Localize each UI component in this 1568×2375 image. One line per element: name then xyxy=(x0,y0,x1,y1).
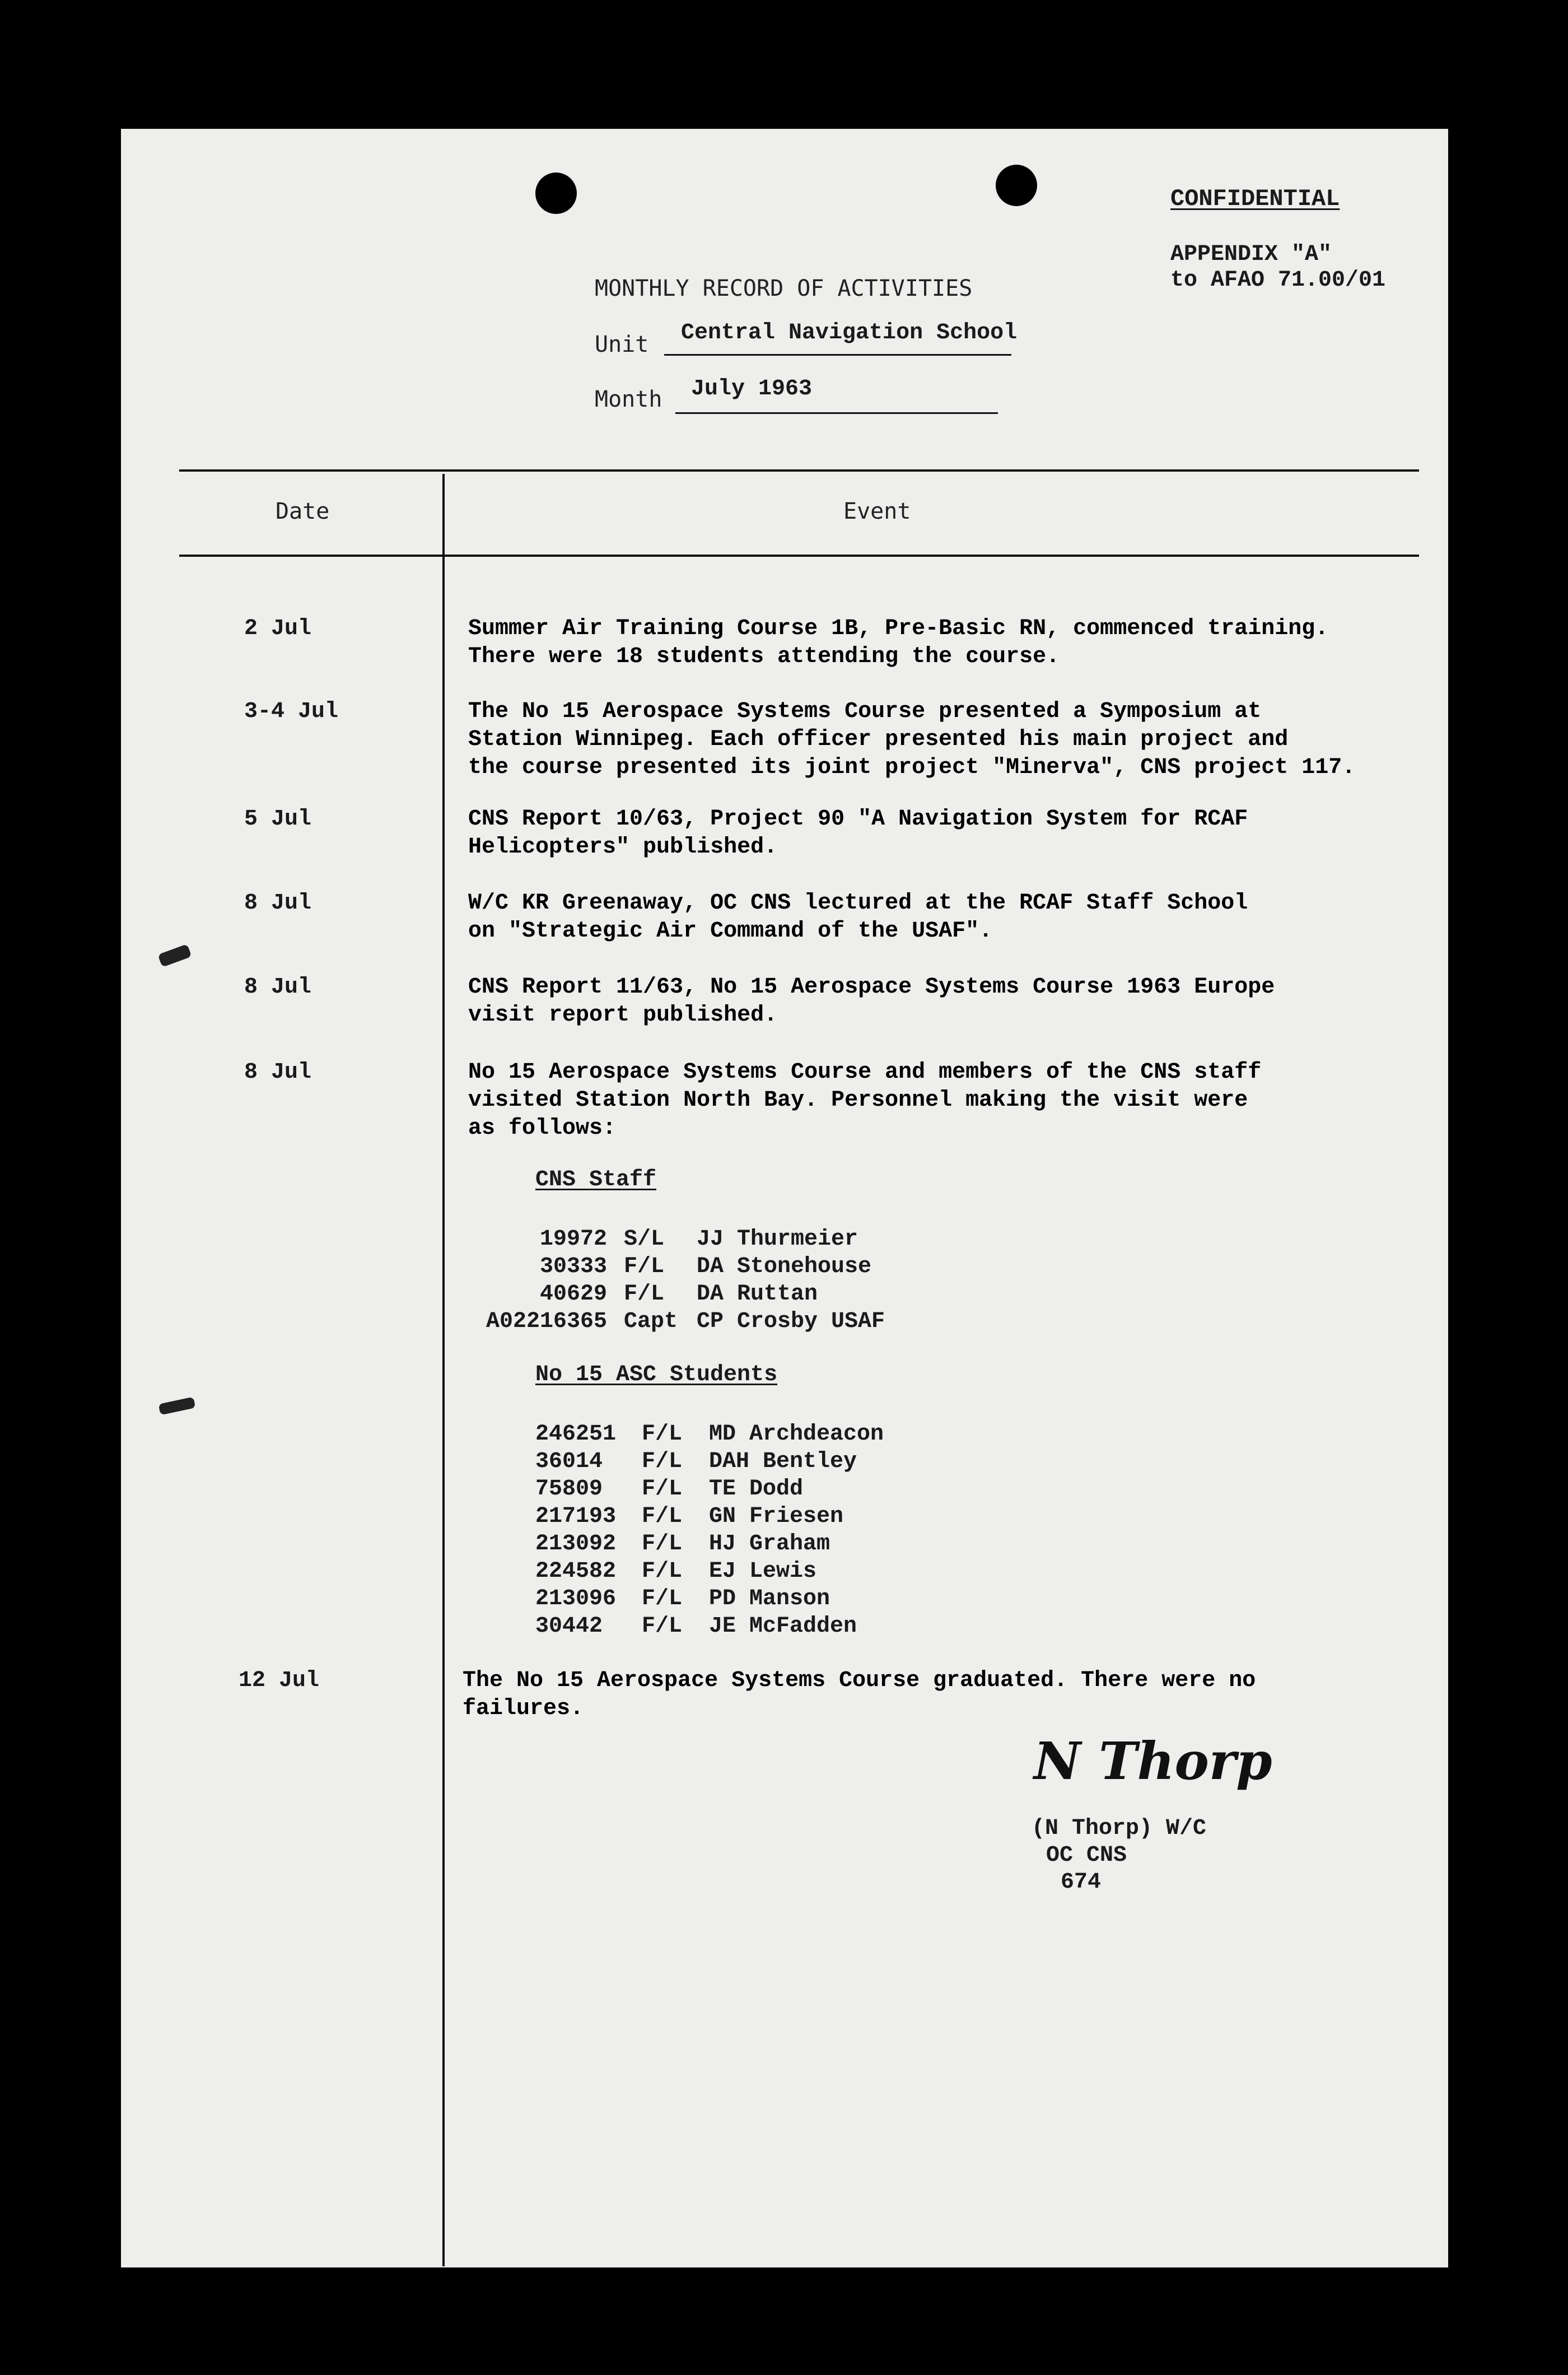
person-name: JE McFadden xyxy=(709,1614,857,1639)
list-item xyxy=(535,1421,884,1448)
service-number: 19972 xyxy=(539,1227,607,1252)
list-item xyxy=(535,1558,816,1585)
rank: F/L xyxy=(642,1614,683,1639)
service-number: 75809 xyxy=(535,1477,603,1502)
list-item xyxy=(473,1226,858,1253)
person-name: EJ Lewis xyxy=(709,1559,817,1584)
list-item xyxy=(473,1253,871,1280)
event-column-header: Event xyxy=(843,499,911,524)
service-number: 30442 xyxy=(535,1614,603,1639)
list-item xyxy=(535,1613,857,1640)
list-item xyxy=(473,1308,885,1335)
entry-text: The No 15 Aerospace Systems Course graduated. There were no failures. xyxy=(463,1668,1256,1721)
person-name: DA Ruttan xyxy=(697,1282,818,1307)
asc-students-heading: No 15 ASC Students xyxy=(535,1362,778,1387)
unit-value: Central Navigation School xyxy=(681,320,1018,346)
entry-date: 5 Jul xyxy=(244,807,312,832)
page-title: MONTHLY RECORD OF ACTIVITIES xyxy=(595,276,973,301)
person-name: TE Dodd xyxy=(709,1477,804,1502)
signatory-title: OC CNS xyxy=(1046,1843,1127,1868)
entry-text: Summer Air Training Course 1B, Pre-Basic RN, commenced training. There were 18 students attending the course. xyxy=(468,616,1329,669)
classification-label: CONFIDENTIAL xyxy=(1170,185,1340,212)
rank: F/L xyxy=(624,1282,665,1307)
list-item xyxy=(535,1530,830,1558)
list-item xyxy=(473,1280,818,1308)
ink-blot xyxy=(158,944,192,967)
entry-text: W/C KR Greenaway, OC CNS lectured at the RCAF Staff School on "Strategic Air Command of the USAF". xyxy=(468,891,1248,944)
punch-hole-right xyxy=(996,165,1037,206)
rank: F/L xyxy=(624,1254,665,1279)
person-name: PD Manson xyxy=(709,1586,830,1612)
date-column-header: Date xyxy=(276,499,330,524)
rank: F/L xyxy=(642,1586,683,1612)
rank: F/L xyxy=(642,1531,683,1557)
entry-text: CNS Report 11/63, No 15 Aerospace Systems Course 1963 Europe visit report published. xyxy=(468,975,1275,1028)
service-number: 213092 xyxy=(535,1531,617,1557)
service-number: 217193 xyxy=(535,1504,617,1529)
list-item xyxy=(535,1475,803,1503)
entry-date: 8 Jul xyxy=(244,891,312,916)
rank: F/L xyxy=(642,1477,683,1502)
service-number: 213096 xyxy=(535,1586,617,1612)
service-number: 224582 xyxy=(535,1559,617,1584)
person-name: MD Archdeacon xyxy=(709,1422,884,1447)
signatory-name: (N Thorp) W/C xyxy=(1032,1816,1207,1841)
list-item xyxy=(535,1448,857,1475)
entry-text: The No 15 Aerospace Systems Course presented a Symposium at Station Winnipeg. Each officer presented his main project and the course presented its joint project "Minerva", CNS project 117. xyxy=(468,699,1356,780)
service-number: A02216365 xyxy=(486,1309,607,1334)
person-name: DA Stonehouse xyxy=(697,1254,872,1279)
entry-date: 8 Jul xyxy=(244,1060,312,1085)
person-name: JJ Thurmeier xyxy=(697,1227,858,1252)
entry-date: 12 Jul xyxy=(239,1668,320,1693)
rank: F/L xyxy=(642,1559,683,1584)
table-top-rule xyxy=(179,469,1419,472)
punch-hole-left xyxy=(535,173,577,214)
month-label: Month xyxy=(595,386,662,412)
list-item xyxy=(535,1503,843,1530)
entry-date: 2 Jul xyxy=(244,616,312,641)
appendix-line-2: to AFAO 71.00/01 xyxy=(1170,268,1386,293)
rank: S/L xyxy=(624,1227,665,1252)
entry-text: No 15 Aerospace Systems Course and members of the CNS staff visited Station North Bay. Personnel making the visit were as follows: xyxy=(468,1060,1262,1141)
entry-date: 8 Jul xyxy=(244,975,312,1000)
entry-text: CNS Report 10/63, Project 90 "A Navigation System for RCAF Helicopters" published. xyxy=(468,807,1248,860)
appendix-line-1: APPENDIX "A" xyxy=(1170,242,1332,267)
entry-date: 3-4 Jul xyxy=(244,699,339,724)
month-underline xyxy=(675,412,998,414)
page-number: 674 xyxy=(1061,1870,1102,1895)
rank: F/L xyxy=(642,1422,683,1447)
rank: Capt xyxy=(624,1309,678,1334)
unit-label: Unit xyxy=(595,332,649,357)
table-header-rule xyxy=(179,555,1419,557)
unit-underline xyxy=(664,354,1011,356)
service-number: 36014 xyxy=(535,1449,603,1474)
document-page xyxy=(121,129,1448,2267)
cns-staff-heading: CNS Staff xyxy=(535,1167,657,1193)
person-name: HJ Graham xyxy=(709,1531,830,1557)
person-name: GN Friesen xyxy=(709,1504,844,1529)
handwritten-signature: N Thorp xyxy=(1034,1731,1272,1791)
rank: F/L xyxy=(642,1504,683,1529)
person-name: CP Crosby USAF xyxy=(697,1309,885,1334)
rank: F/L xyxy=(642,1449,683,1474)
service-number: 246251 xyxy=(535,1422,617,1447)
service-number: 30333 xyxy=(539,1254,607,1279)
month-value: July 1963 xyxy=(691,376,813,402)
table-column-divider xyxy=(442,474,445,2266)
list-item xyxy=(535,1585,830,1613)
service-number: 40629 xyxy=(539,1282,607,1307)
person-name: DAH Bentley xyxy=(709,1449,857,1474)
ink-blot xyxy=(158,1397,196,1415)
